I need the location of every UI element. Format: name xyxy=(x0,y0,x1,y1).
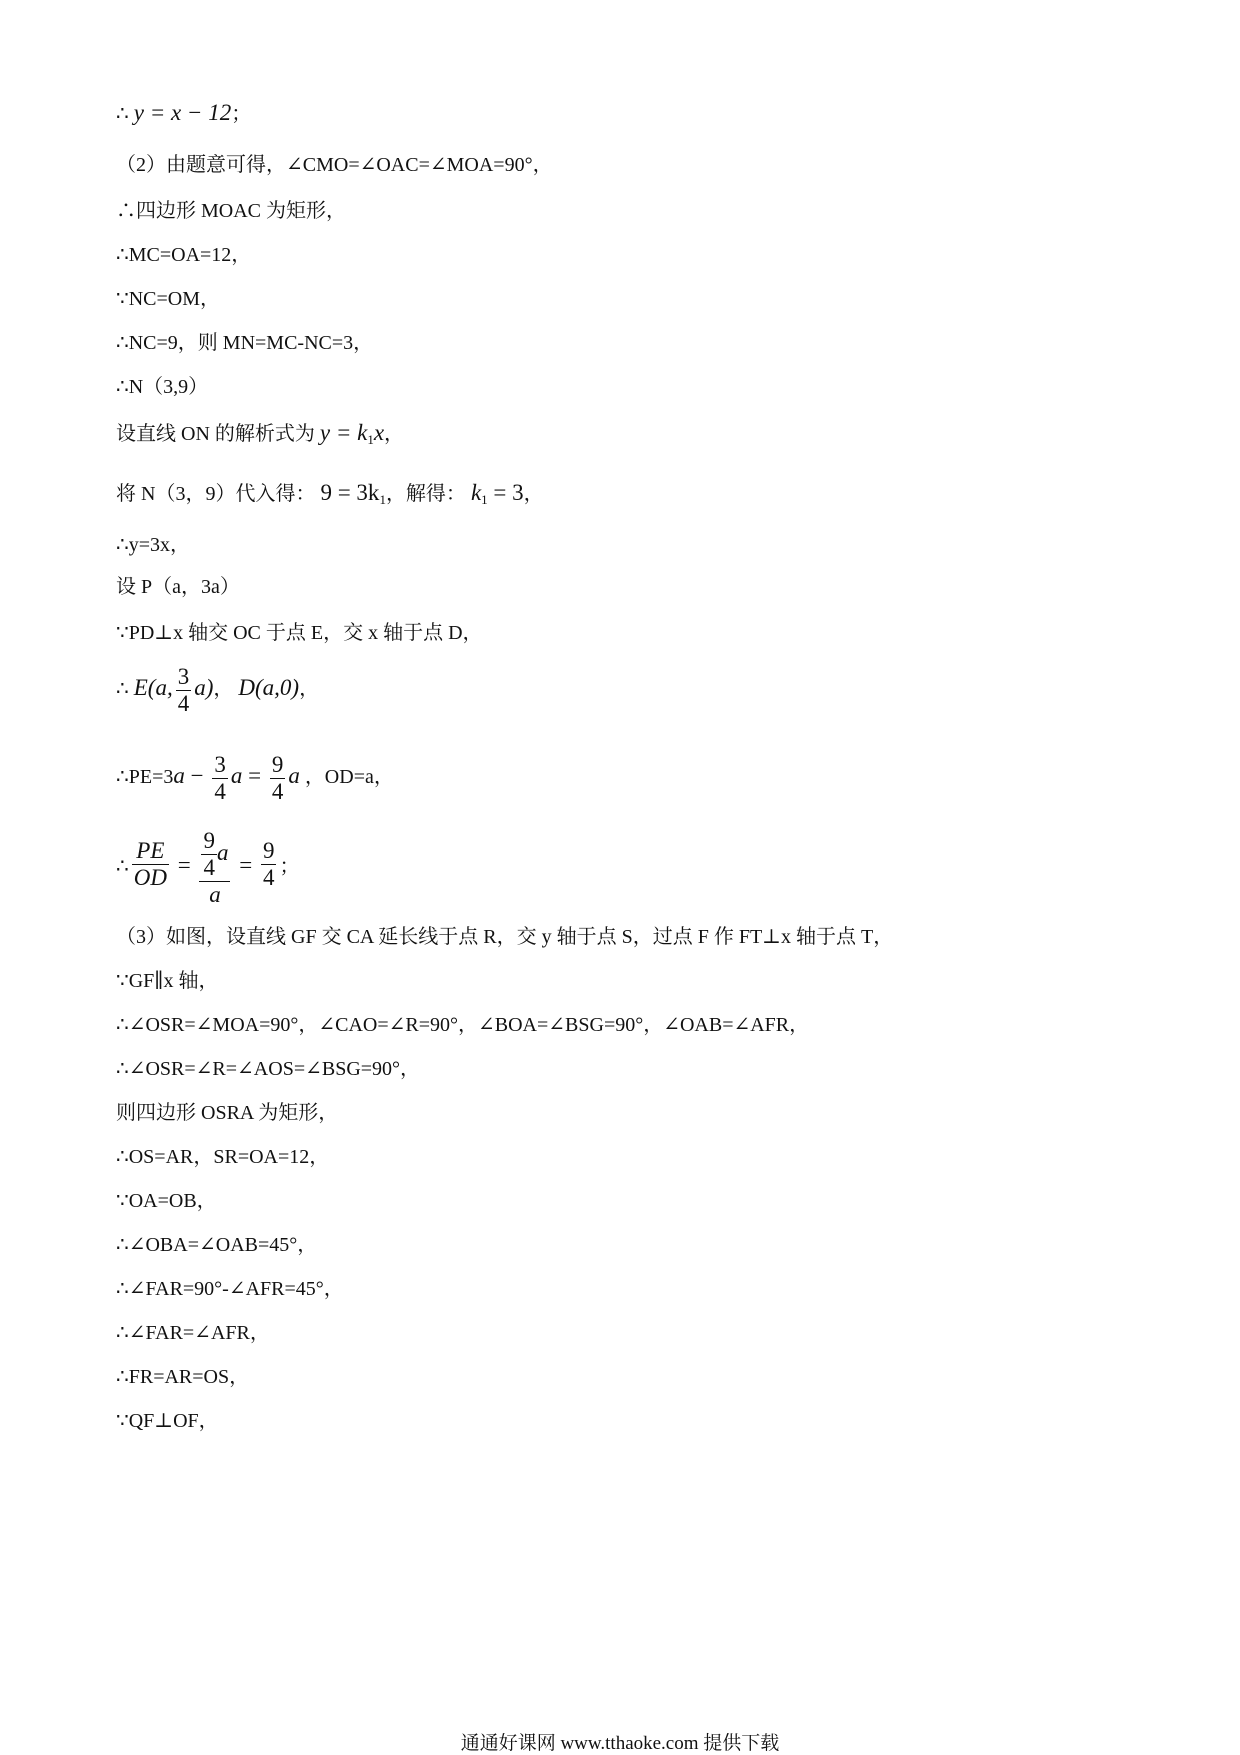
line-qf-perp-of: ∵QF⊥OF， xyxy=(116,1410,219,1432)
footer-url-link[interactable]: www.tthaoke.com xyxy=(560,1733,699,1754)
equation: y = x − 12 xyxy=(133,100,232,125)
therefore-symbol: ∴ xyxy=(116,103,129,125)
line-nc-om: ∵NC=OM， xyxy=(116,288,221,310)
page-footer xyxy=(0,1728,1240,1755)
line-oba-45: ∴∠OBA=∠OAB=45°， xyxy=(116,1234,318,1256)
line-set-on-equation: 设直线 ON 的解析式为 $y = k_1x$， xyxy=(116,420,405,447)
line-part-2-intro: （2）由题意可得，∠CMO=∠OAC=∠MOA=90°， xyxy=(116,154,553,176)
line-part-3-intro: （3）如图，设直线 GF 交 CA 延长线于点 R，交 y 轴于点 S，过点 F 作 FT⊥x 轴于点 T， xyxy=(116,926,894,948)
line-rectangle-moac: ∴四边形 MOAC 为矩形， xyxy=(116,200,347,222)
line-angles-90: ∴∠OSR=∠MOA=90°，∠CAO=∠R=90°，∠BOA=∠BSG=90°，∠OAB=∠AFR， xyxy=(116,1014,810,1036)
line-set-p: 设 P（a，3a） xyxy=(116,576,240,598)
line-angles-equal: ∴∠OSR=∠R=∠AOS=∠BSG=90°， xyxy=(116,1058,421,1080)
line-pe-value: ∴PE=3a − $\frac{3}{4}$ a = $\frac{9}{4}$ a ，OD=a， xyxy=(116,752,394,804)
compound-fraction: $\frac{9}{4}$ a a xyxy=(199,828,230,908)
punctuation: ； xyxy=(231,103,252,125)
line-far-afr: ∴∠FAR=∠AFR， xyxy=(116,1322,270,1344)
line-pd-perp: ∵PD⊥x 轴交 OC 于点 E，交 x 轴于点 D， xyxy=(116,622,483,644)
line-os-ar: ∴OS=AR，SR=OA=12， xyxy=(116,1146,330,1168)
line-mc-oa: ∴MC=OA=12， xyxy=(116,244,252,266)
footer-site-name: 通通好课网 xyxy=(460,1733,556,1754)
line-y-equals-x-minus-12 xyxy=(116,100,251,127)
fraction-3-4: $\frac{3}{4}$ xyxy=(177,664,190,716)
line-points-e-d: ∴ E(a, $\frac{3}{4}$ a)， D(a,0)， xyxy=(116,664,320,716)
line-rectangle-osra: 则四边形 OSRA 为矩形， xyxy=(116,1102,339,1124)
fraction-9-4: $\frac{9}{4}$ xyxy=(271,752,284,804)
footer-tail: 提供下载 xyxy=(703,1733,780,1754)
line-pe-over-od: ∴ $\frac{PE}{OD}$ = $\frac{9}{4}$ a a = $\frac{9}{4}$ ； xyxy=(116,828,300,907)
fraction-3-4: $\frac{3}{4}$ xyxy=(214,752,226,804)
line-nc-9: ∴NC=9，则 MN=MC-NC=3， xyxy=(116,332,374,354)
line-far-45: ∴∠FAR=90°-∠AFR=45°， xyxy=(116,1278,344,1300)
line-oa-ob: ∵OA=OB， xyxy=(116,1190,217,1212)
line-y-3x: ∴y=3x， xyxy=(116,534,191,556)
fraction-9-4: $\frac{9}{4}$ xyxy=(262,837,275,890)
line-point-n: ∴N（3,9） xyxy=(116,376,209,398)
fraction-pe-od: $\frac{PE}{OD}$ xyxy=(133,837,167,890)
line-fr-ar-os: ∴FR=AR=OS， xyxy=(116,1366,250,1388)
line-substitute-n: 将 N（3，9）代入得： $9 = 3k_1$，解得： $k_1 = 3$， xyxy=(116,480,544,507)
line-gf-parallel: ∵GF∥x 轴， xyxy=(116,970,219,992)
